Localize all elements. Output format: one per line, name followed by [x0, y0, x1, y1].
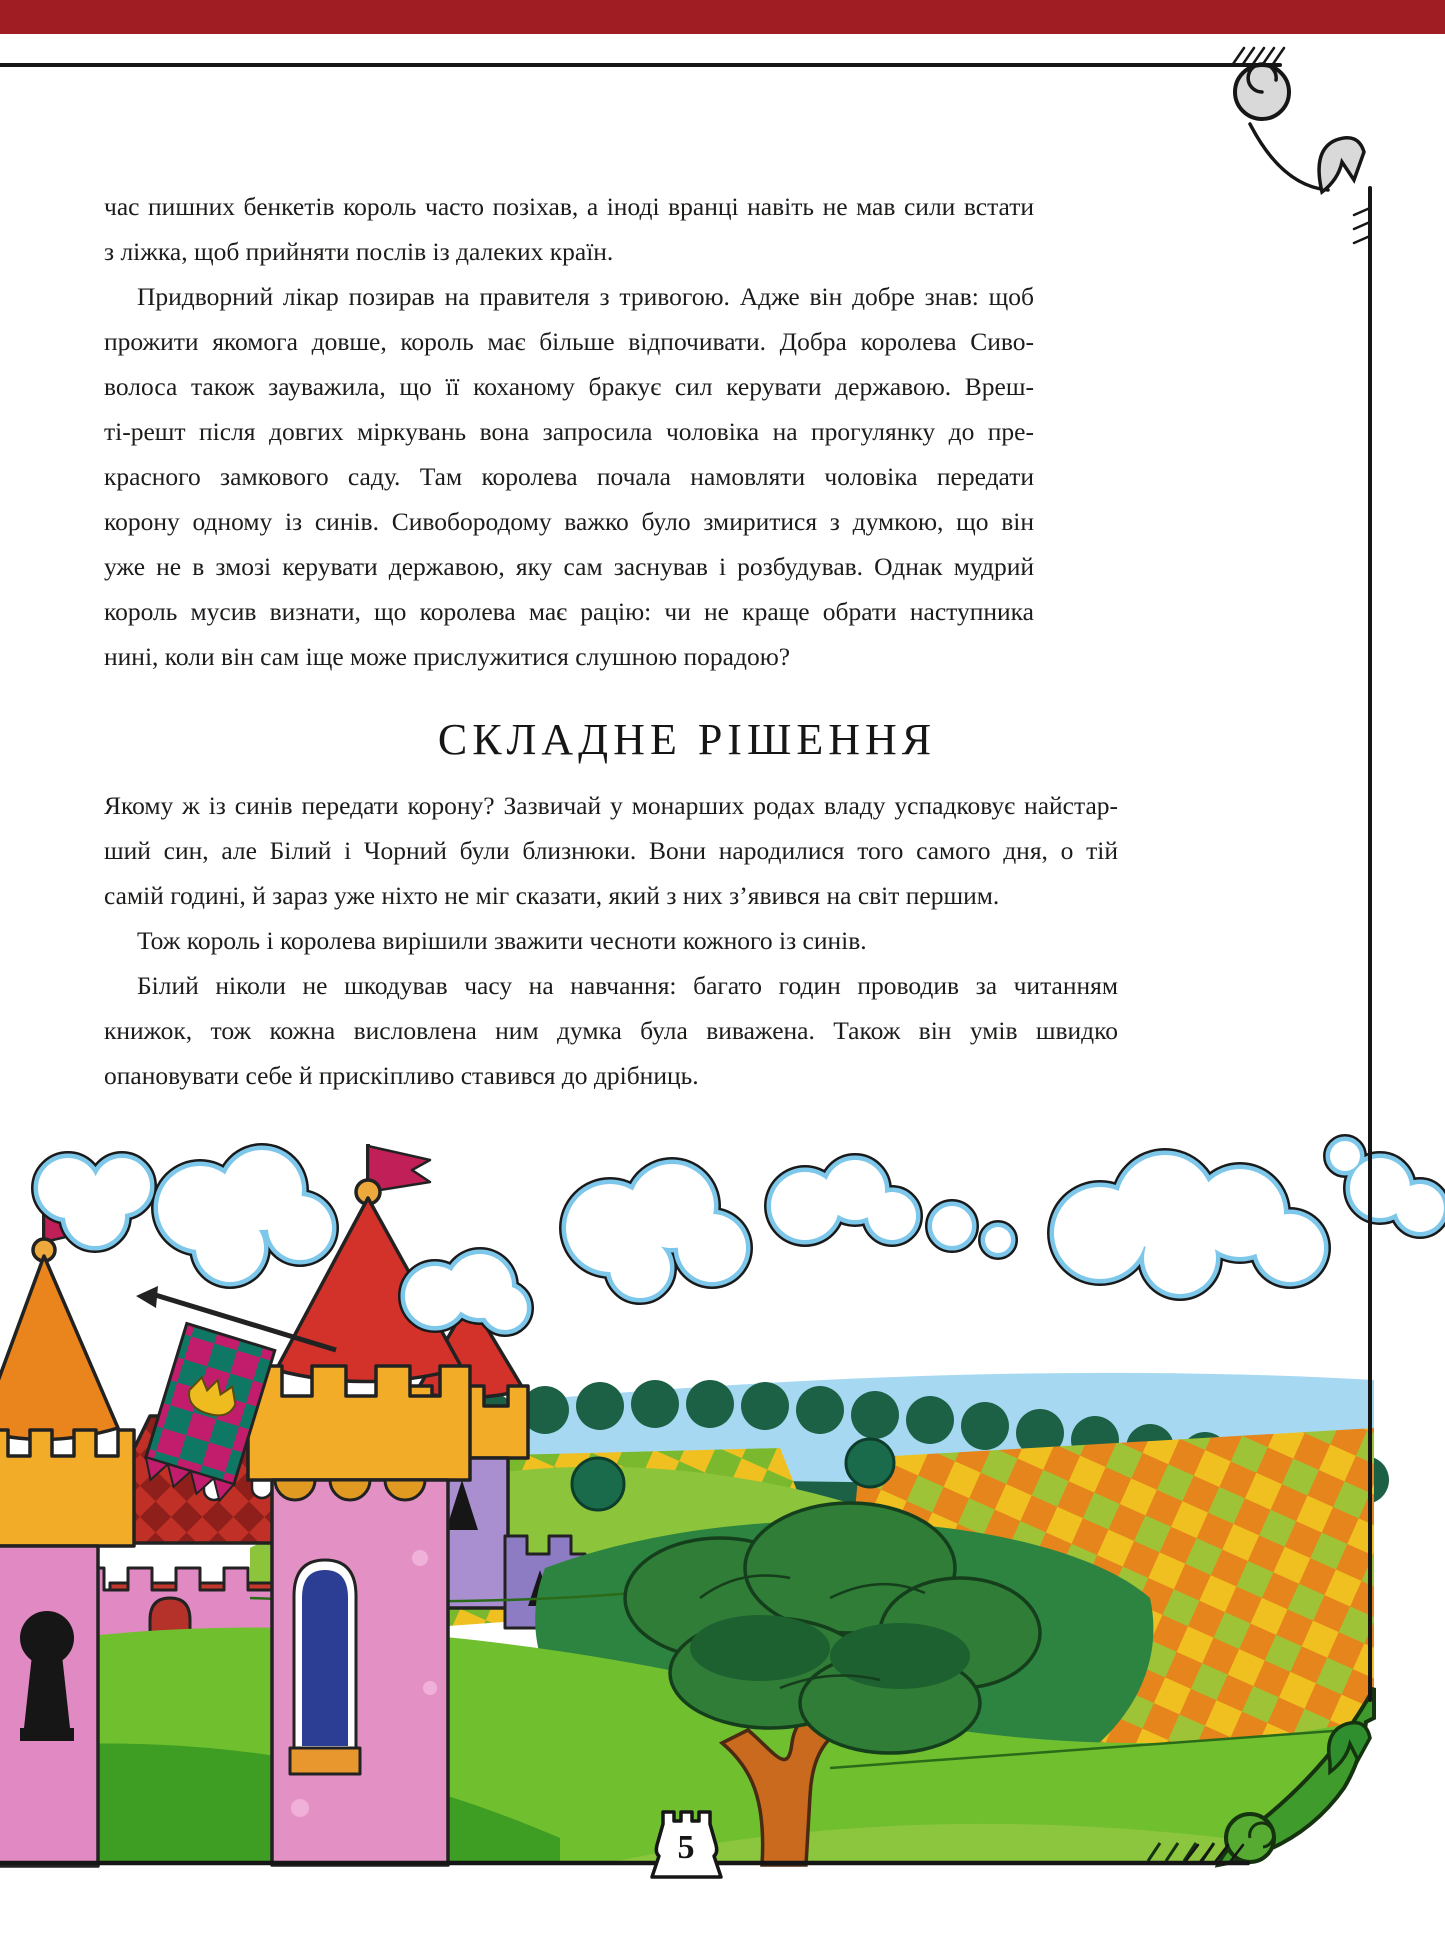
text-line: ший син, але Білий і Чорний були близнюки. Вони народилися того самого дня, о тій [104, 836, 1118, 865]
text-line: уже не в змозі керувати державою, яку сам заснував і розбудував. Однак мудрий [104, 552, 1034, 581]
text-line: нині, коли він сам іще може прислужитися слушною порадою? [104, 642, 791, 671]
text-line: корону одному із синів. Сивобородому важко було змиритися з думкою, що він [104, 507, 1034, 536]
text-line: з ліжка, щоб прийняти послів із далеких країн. [104, 237, 614, 266]
paragraph-block-2 [104, 783, 1120, 1098]
page-number-tower [652, 1812, 721, 1877]
text-line: красного замкового саду. Там королева почала намовляти чоловіка передати [104, 462, 1034, 491]
text-line: король мусив визнати, що королева має рацію: чи не краще обрати наступника [104, 597, 1034, 626]
text-line: опановувати себе й прискіпливо ставився до дрібниць. [104, 1061, 699, 1090]
paragraph-block-1 [104, 184, 1120, 679]
text-line: Тож король і королева вирішили зважити чесноти кожного із синів. [137, 926, 867, 955]
text-line: час пишних бенкетів король часто позіхав, а іноді вранці навіть не мав сили встати [104, 192, 1034, 221]
text-line: ті-решт після довгих міркувань вона запросила чоловіка на прогулянку до пре- [104, 417, 1034, 446]
text-line: прожити якомога довше, король має більше відпочивати. Добра королева Сиво- [104, 327, 1034, 356]
text-line: книжок, тож кожна висловлена ним думка була виважена. Також він умів швидко [104, 1016, 1118, 1045]
story-text [104, 184, 1120, 1098]
text-line: волоса також зауважила, що її коханому бракує сил керувати державою. Вреш- [104, 372, 1034, 401]
text-line: Придворний лікар позирав на правителя з тривогою. Адже він добре знав: щоб [137, 282, 1034, 311]
text-line: Якому ж із синів передати корону? Зазвичай у монарших родах владу успадковує найстар- [104, 791, 1118, 820]
section-heading: СКЛАДНЕ РІШЕННЯ [437, 715, 937, 764]
scroll-fold-curl [1319, 138, 1364, 192]
text-line: самій годині, й зараз уже ніхто не міг сказати, який з них з’явився на світ першим. [104, 881, 1000, 910]
text-line: Білий ніколи не шкодував часу на навчання: багато годин проводив за читанням [137, 971, 1118, 1000]
page-number: 5 [677, 1829, 695, 1866]
